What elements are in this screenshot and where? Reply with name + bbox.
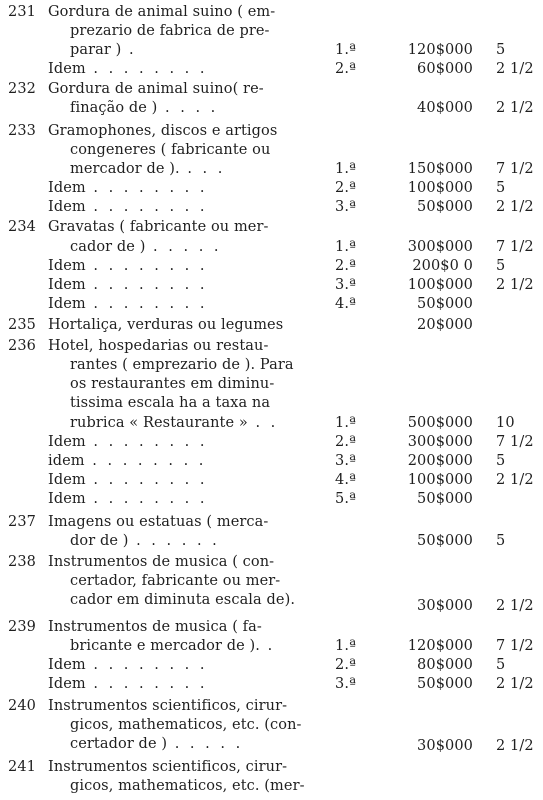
tax-value: 60$000 bbox=[417, 61, 473, 77]
tax-value: 50$000 bbox=[417, 491, 473, 507]
idem-line: Idem . . . . . . . . bbox=[48, 434, 208, 450]
entry-number: 234 bbox=[8, 219, 36, 235]
entry-text: tissima escala ha a taxa na bbox=[70, 395, 271, 411]
percent-value: 2 1/2 bbox=[496, 100, 534, 116]
entry-text: rantes ( emprezario de ). Para bbox=[70, 357, 294, 373]
entry-number: 239 bbox=[8, 619, 36, 635]
entry-text: finação de ) . . . . bbox=[70, 100, 219, 116]
tax-value: 20$000 bbox=[417, 317, 473, 333]
entry-number: 232 bbox=[8, 81, 36, 97]
idem-line: Idem . . . . . . . . bbox=[48, 491, 208, 507]
entry-number: 236 bbox=[8, 338, 36, 354]
class-value: 2.ª bbox=[335, 657, 357, 673]
class-value: 1.ª bbox=[335, 42, 357, 58]
tax-value: 100$000 bbox=[407, 180, 473, 196]
tax-value: 120$000 bbox=[407, 42, 473, 58]
percent-value: 10 bbox=[496, 415, 515, 431]
entry-number: 235 bbox=[8, 317, 36, 333]
idem-line: Idem . . . . . . . . bbox=[48, 258, 208, 274]
class-value: 3.ª bbox=[335, 676, 357, 692]
tax-value: 50$000 bbox=[417, 533, 473, 549]
entry-number: 237 bbox=[8, 514, 36, 530]
idem-line: Idem . . . . . . . . bbox=[48, 277, 208, 293]
class-value: 4.ª bbox=[335, 472, 357, 488]
entry-text: Gramophones, discos e artigos bbox=[48, 123, 278, 139]
entry-text: Instrumentos de musica ( con- bbox=[48, 554, 275, 570]
entry-text: Instrumentos scientificos, cirur- bbox=[48, 698, 288, 714]
entry-text: Gordura de animal suino ( em- bbox=[48, 4, 276, 20]
percent-value: 2 1/2 bbox=[496, 61, 534, 77]
entry-text: Hotel, hospedarias ou restau- bbox=[48, 338, 269, 354]
entry-text: Hortaliça, verduras ou legumes bbox=[48, 317, 284, 333]
tax-value: 500$000 bbox=[407, 415, 473, 431]
entry-text: certador de ) . . . . . bbox=[70, 736, 244, 752]
percent-value: 2 1/2 bbox=[496, 199, 534, 215]
idem-line: Idem . . . . . . . . bbox=[48, 61, 208, 77]
percent-value: 5 bbox=[496, 258, 506, 274]
percent-value: 5 bbox=[496, 533, 506, 549]
entry-text: congeneres ( fabricante ou bbox=[70, 142, 271, 158]
tax-value: 120$000 bbox=[407, 638, 473, 654]
percent-value: 2 1/2 bbox=[496, 277, 534, 293]
entry-text: cador de ) . . . . . bbox=[70, 239, 222, 255]
tax-value: 100$000 bbox=[407, 472, 473, 488]
percent-value: 7 1/2 bbox=[496, 161, 534, 177]
tax-value: 80$000 bbox=[417, 657, 473, 673]
class-value: 1.ª bbox=[335, 239, 357, 255]
idem-line: Idem . . . . . . . . bbox=[48, 472, 208, 488]
class-value: 2.ª bbox=[335, 61, 357, 77]
tax-value: 30$000 bbox=[417, 598, 473, 614]
entry-text: Instrumentos scientificos, cirur- bbox=[48, 759, 288, 775]
percent-value: 2 1/2 bbox=[496, 472, 534, 488]
entry-number: 238 bbox=[8, 554, 36, 570]
tax-value: 40$000 bbox=[417, 100, 473, 116]
percent-value: 2 1/2 bbox=[496, 738, 534, 754]
entry-number: 231 bbox=[8, 4, 36, 20]
tax-value: 150$000 bbox=[407, 161, 473, 177]
entry-text: Imagens ou estatuas ( merca- bbox=[48, 514, 269, 530]
entry-text: cador em diminuta escala de). bbox=[70, 592, 296, 608]
tax-value: 300$000 bbox=[407, 239, 473, 255]
idem-line: Idem . . . . . . . . bbox=[48, 180, 208, 196]
percent-value: 5 bbox=[496, 180, 506, 196]
idem-line: Idem . . . . . . . . bbox=[48, 676, 208, 692]
entry-text: rubrica « Restaurante » . . bbox=[70, 415, 279, 431]
tax-value: 50$000 bbox=[417, 296, 473, 312]
percent-value: 7 1/2 bbox=[496, 434, 534, 450]
entry-text: mercador de ). . . . bbox=[70, 161, 226, 177]
tax-value: 200$0 0 bbox=[412, 258, 473, 274]
idem-line: idem . . . . . . . . bbox=[48, 453, 207, 469]
tax-value: 100$000 bbox=[407, 277, 473, 293]
entry-text: gicos, mathematicos, etc. (mer- bbox=[70, 778, 305, 794]
percent-value: 2 1/2 bbox=[496, 598, 534, 614]
entry-text: bricante e mercador de ). . bbox=[70, 638, 276, 654]
class-value: 1.ª bbox=[335, 161, 357, 177]
entry-number: 233 bbox=[8, 123, 36, 139]
entry-text: certador, fabricante ou mer- bbox=[70, 573, 281, 589]
tax-value: 200$000 bbox=[407, 453, 473, 469]
class-value: 3.ª bbox=[335, 277, 357, 293]
tax-value: 300$000 bbox=[407, 434, 473, 450]
entry-number: 240 bbox=[8, 698, 36, 714]
class-value: 2.ª bbox=[335, 180, 357, 196]
percent-value: 5 bbox=[496, 453, 506, 469]
class-value: 5.ª bbox=[335, 491, 357, 507]
percent-value: 2 1/2 bbox=[496, 676, 534, 692]
class-value: 3.ª bbox=[335, 453, 357, 469]
entry-text: parar ) . bbox=[70, 42, 137, 58]
percent-value: 5 bbox=[496, 657, 506, 673]
class-value: 4.ª bbox=[335, 296, 357, 312]
entry-text: gicos, mathematicos, etc. (con- bbox=[70, 717, 302, 733]
entry-text: prezario de fabrica de pre- bbox=[70, 23, 270, 39]
class-value: 3.ª bbox=[335, 199, 357, 215]
entry-text: os restaurantes em diminu- bbox=[70, 376, 275, 392]
tax-value: 30$000 bbox=[417, 738, 473, 754]
idem-line: Idem . . . . . . . . bbox=[48, 296, 208, 312]
entry-text: Gordura de animal suino( re- bbox=[48, 81, 264, 97]
tax-value: 50$000 bbox=[417, 199, 473, 215]
percent-value: 7 1/2 bbox=[496, 239, 534, 255]
tax-value: 50$000 bbox=[417, 676, 473, 692]
entry-text: Gravatas ( fabricante ou mer- bbox=[48, 219, 269, 235]
class-value: 1.ª bbox=[335, 638, 357, 654]
percent-value: 7 1/2 bbox=[496, 638, 534, 654]
entry-number: 241 bbox=[8, 759, 36, 775]
class-value: 2.ª bbox=[335, 258, 357, 274]
idem-line: Idem . . . . . . . . bbox=[48, 657, 208, 673]
percent-value: 5 bbox=[496, 42, 506, 58]
class-value: 1.ª bbox=[335, 415, 357, 431]
idem-line: Idem . . . . . . . . bbox=[48, 199, 208, 215]
entry-text: dor de ) . . . . . . bbox=[70, 533, 220, 549]
entry-text: Instrumentos de musica ( fa- bbox=[48, 619, 262, 635]
class-value: 2.ª bbox=[335, 434, 357, 450]
